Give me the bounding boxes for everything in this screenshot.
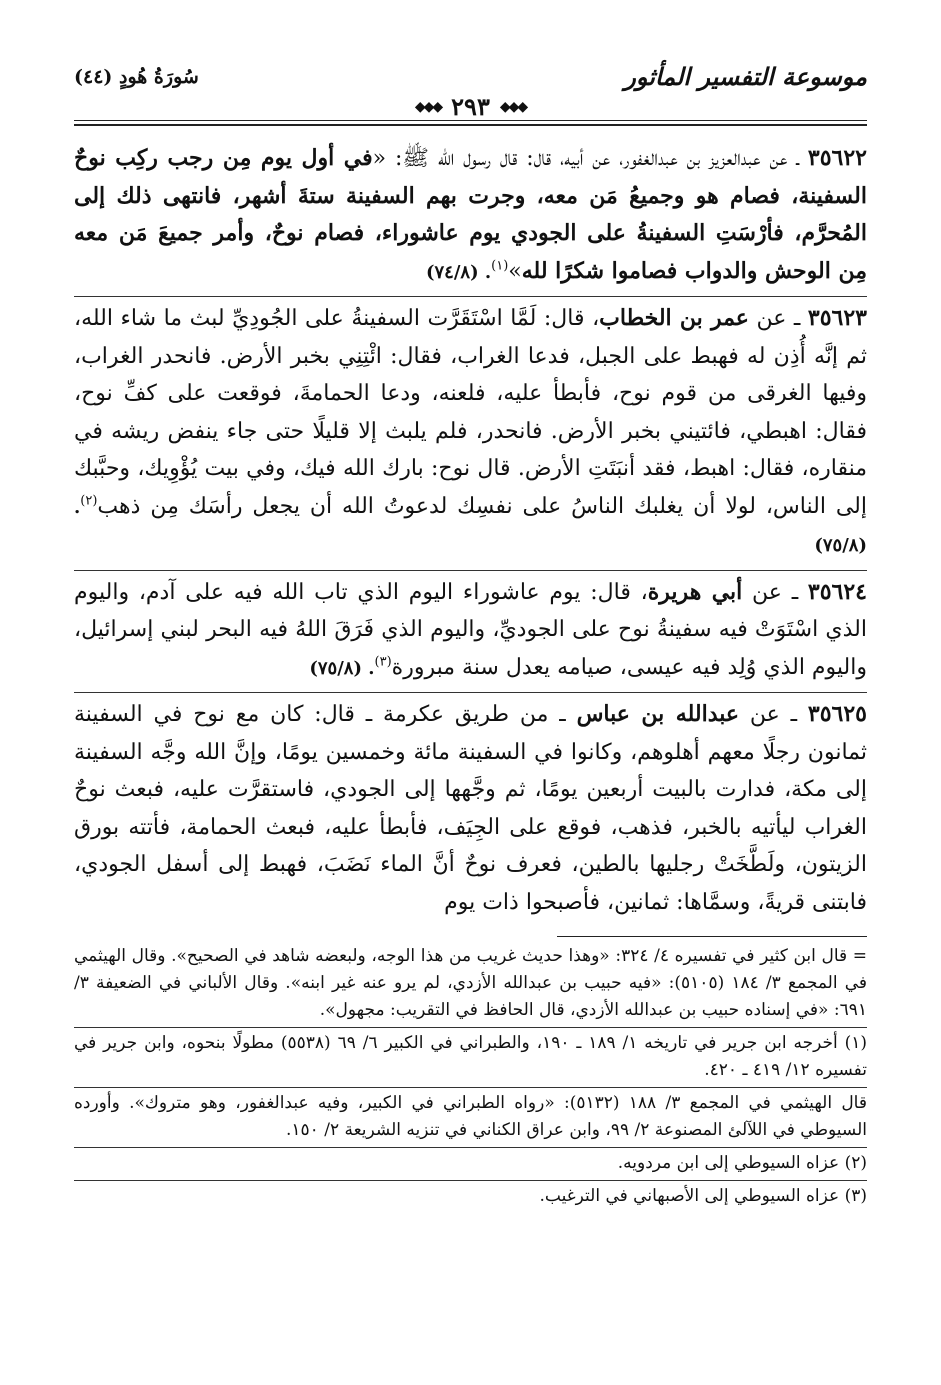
narrator-name: عبدالله بن عباس [576, 701, 740, 727]
book-title: موسوعة التفسير المأثور [624, 62, 867, 91]
surah-title: سُورَةُ هُودٍ (٤٤) [74, 66, 199, 88]
entry-text: ـ من طريق عكرمة ـ قال: كان مع نوح في السفينة ثمانون رجلًا معهم أهلوهم، وكانوا في السفينة مائة وخمسين يومًا، وإنَّ الله وجَّه السفينة إلى مكة، فدارت بالبيت أربعين يومًا، ثم وجَّهها إلى الجودي، فاستقرَّت عليه، فبعث نوحٌ الغراب ليأتيه بالخبر، فذهب، فوقع على الجِيَف، فأبطأ عليه، فبعث الحمامة، فأتته بورق الزيتون، ولَطَّخَتْ رجليها بالطين، فعرف نوحٌ أنَّ الماء نَضَبَ، فهبط إلى أسفل الجودي، فابتنى قريةً، وسمَّاها: ثمانين، فأصبحوا ذات يوم [74, 702, 867, 915]
footnote-1: (١) أخرجه ابن جرير في تاريخه ١/ ١٨٩ ـ ١٩٠، والطبراني في الكبير ٦/ ٦٩ (٥٥٣٨) مطولًا بنحوه، وابن جرير في تفسيره ١٢/ ٤١٩ ـ ٤٢٠. [74, 1027, 867, 1084]
entry-prefix: ـ عن [742, 579, 808, 605]
entry-number: ٣٥٦٢٣ [807, 305, 867, 331]
hadith-text: في أول يوم مِن رجب ركِب نوحٌ السفينة، فصام هو وجميعُ مَن معه، وجرت بهم السفينة ستةَ أشهر، فانتهى ذلك إلى المُحرَّم، فأرْسَتِ السفينةُ على الجودي يوم عاشوراء، فصام نوحٌ، وأمر جميعَ مَن معه مِن الوحش والدواب فصاموا شكرًا لله [74, 145, 867, 284]
page-number: ٢٩٣ [451, 92, 490, 121]
entry-number: ٣٥٦٢٢ [807, 145, 867, 171]
quote-close: » [508, 258, 522, 284]
footnote-2: (٢) عزاه السيوطي إلى ابن مردويه. [74, 1147, 867, 1177]
entry-number: ٣٥٦٢٥ [807, 701, 867, 727]
ornament-left-icon: ◆◆◆ [414, 98, 442, 115]
footnote-ref[interactable]: (١) [491, 258, 509, 274]
narrator-name: عمر بن الخطاب [599, 305, 749, 331]
footnote-1-note: قال الهيثمي في المجمع ٣/ ١٨٨ (٥١٣٢): «رواه الطبراني في الكبير، وفيه عبدالغفور، وهو متروك». وأورده السيوطي في اللآلئ المصنوعة ٢/ ٩٩، وابن عراق الكناني في تنزيه الشريعة ٢/ ١٥٠. [74, 1087, 867, 1144]
hadith-entry-35622 [74, 140, 867, 292]
footnotes [74, 943, 867, 1210]
page-header [74, 58, 867, 126]
entry-intro: ـ عن عبدالعزيز بن عبدالغفور، عن أبيه، قال: قال رسول الله ﷺ: « [372, 146, 808, 171]
hadith-entry-35624 [74, 570, 867, 689]
narrator-name: أبي هريرة [647, 578, 743, 605]
hadith-entry-35625 [74, 692, 867, 922]
hadith-entry-35623 [74, 296, 867, 566]
citation: . (٧٥/٨) [309, 657, 375, 679]
ornament-right-icon: ◆◆◆ [499, 98, 527, 115]
footnote-3: (٣) عزاه السيوطي إلى الأصبهاني في الترغيب. [74, 1180, 867, 1210]
footnote-ref[interactable]: (٢) [80, 493, 98, 509]
entry-text: ، قال: يوم عاشوراء اليوم الذي تاب الله فيه على آدم، واليوم الذي اسْتَوَتْ فيه سفينةُ نوح على الجوديِّ، واليوم الذي فَرَقَ اللهُ فيه البحر لبني إسرائيل، واليوم الذي وُلِد فيه عيسى، صيامه يعدل سنة مبرورة [74, 579, 867, 680]
citation: . (٧٤/٨) [425, 261, 492, 283]
entry-prefix: ـ عن [748, 306, 808, 331]
footnote-separator [557, 936, 867, 937]
entry-prefix: ـ عن [739, 702, 808, 727]
footnote-continued: = قال ابن كثير في تفسيره ٤/ ٣٢٤: «وهذا حديث غريب من هذا الوجه، ولبعضه شاهد في الصحيح». وقال الهيثمي في المجمع ٣/ ١٨٤ (٥١٠٥): «فيه حبيب بن عبدالله الأزدي، لم يرو عنه غير ابنه». وقال الألباني في الضعيفة ٣/ ٦٩١: «في إسناده حبيب بن عبدالله الأزدي، قال الحافظ في التقريب: مجهول». [74, 946, 867, 1020]
header-rule [74, 120, 867, 121]
citation: . (٧٥/٨) [74, 496, 867, 556]
main-text [74, 140, 867, 922]
page-number-block [415, 92, 526, 121]
entry-text: ، قال: لَمَّا اسْتَقَرَّت السفينةُ على الجُودِيِّ لبث ما شاء الله، ثم إنَّه أُذِن له فهبط على الجبل، فدعا الغراب، فقال: ائْتِنِي بخبر الأرض. فانحدر الغراب، وفيها الغرقى من قوم نوح، فأبطأ عليه، فلعنه، ودعا الحمامةَ، فوقعت على كفِّ نوح، فقال: اهبطي، فائتيني بخبر الأرض. فانحدر، فلم يلبث إلا قليلًا حتى جاء ينفض ريشه في منقاره، فقال: اهبط، فقد أنبَتَتِ الأرض. قال نوح: بارك الله فيك، وفي بيت يُؤْوِيك، وحبَّبك إلى الناس، لولا أن يغلبك الناسُ على نفسِك لدعوتُ الله أن يجعل رأسَك مِن ذهب [74, 306, 868, 519]
entry-number: ٣٥٦٢٤ [807, 578, 867, 605]
footnote-ref[interactable]: (٣) [374, 654, 392, 670]
